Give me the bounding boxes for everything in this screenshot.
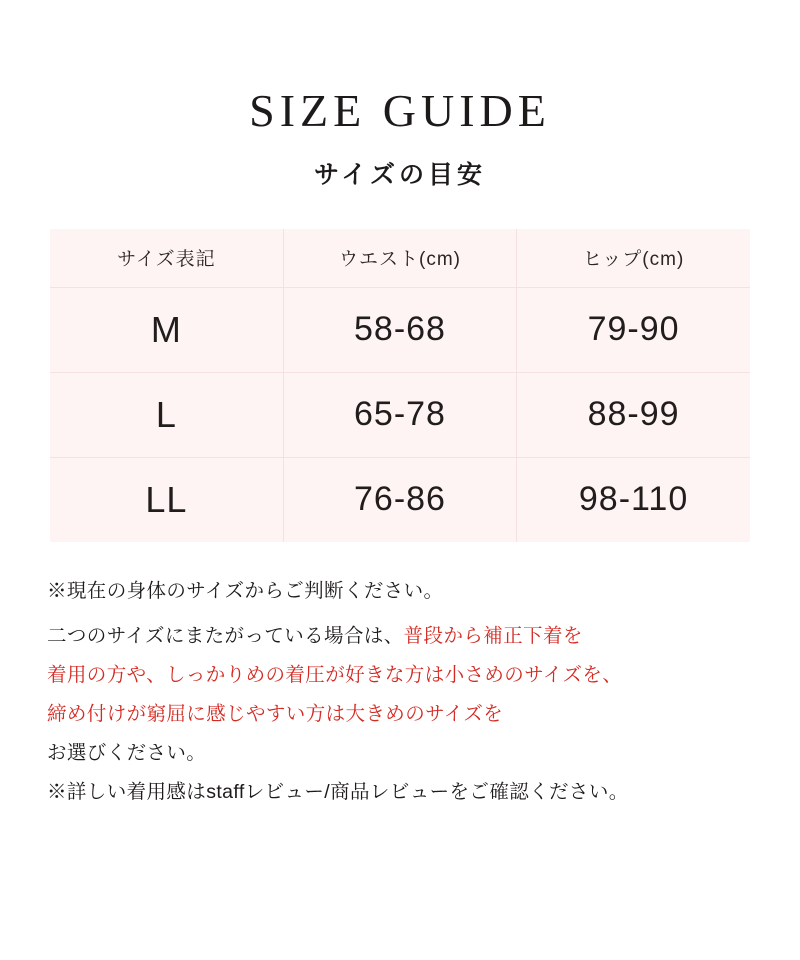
cell-size: L xyxy=(50,372,283,457)
note-line-4: 締め付けが窮屈に感じやすい方は大きめのサイズを xyxy=(47,702,504,725)
note-line-6: ※詳しい着用感はstaffレビュー/商品レビューをご確認ください。 xyxy=(47,780,629,803)
note-line-2 xyxy=(47,617,753,656)
table-header-row xyxy=(50,229,750,288)
cell-waist: 76-86 xyxy=(283,457,516,542)
table-row xyxy=(50,457,750,542)
size-table-body xyxy=(50,287,750,542)
note-line-5: お選びください。 xyxy=(47,741,207,764)
cell-size: LL xyxy=(50,457,283,542)
cell-size: M xyxy=(50,287,283,372)
page-subtitle: サイズの目安 xyxy=(313,160,486,189)
column-header-waist: ウエスト(cm) xyxy=(283,229,516,288)
note-line-1: ※現在の身体のサイズからご判断ください。 xyxy=(47,579,444,602)
note-line-3: 着用の方や、しっかりめの着圧が好きな方は小さめのサイズを、 xyxy=(47,663,623,686)
note-line-2-accent: 普段から補正下着を xyxy=(403,624,583,647)
table-row xyxy=(50,287,750,372)
size-table-header xyxy=(50,229,750,288)
column-header-hip: ヒップ(cm) xyxy=(517,229,750,288)
size-table xyxy=(50,229,750,542)
page-title: SIZE GUIDE xyxy=(249,85,551,136)
note-line-2-plain: 二つのサイズにまたがっている場合は、 xyxy=(47,624,404,647)
column-header-size: サイズ表記 xyxy=(50,229,283,288)
cell-waist: 65-78 xyxy=(283,372,516,457)
note-block-sizing xyxy=(47,617,753,773)
cell-hip: 79-90 xyxy=(517,287,750,372)
notes-section xyxy=(47,572,753,812)
heading-block xyxy=(0,0,800,191)
size-table-wrap xyxy=(50,229,750,542)
cell-hip: 98-110 xyxy=(578,480,689,519)
table-row xyxy=(50,372,750,457)
cell-hip: 88-99 xyxy=(517,372,750,457)
cell-waist: 58-68 xyxy=(283,287,516,372)
